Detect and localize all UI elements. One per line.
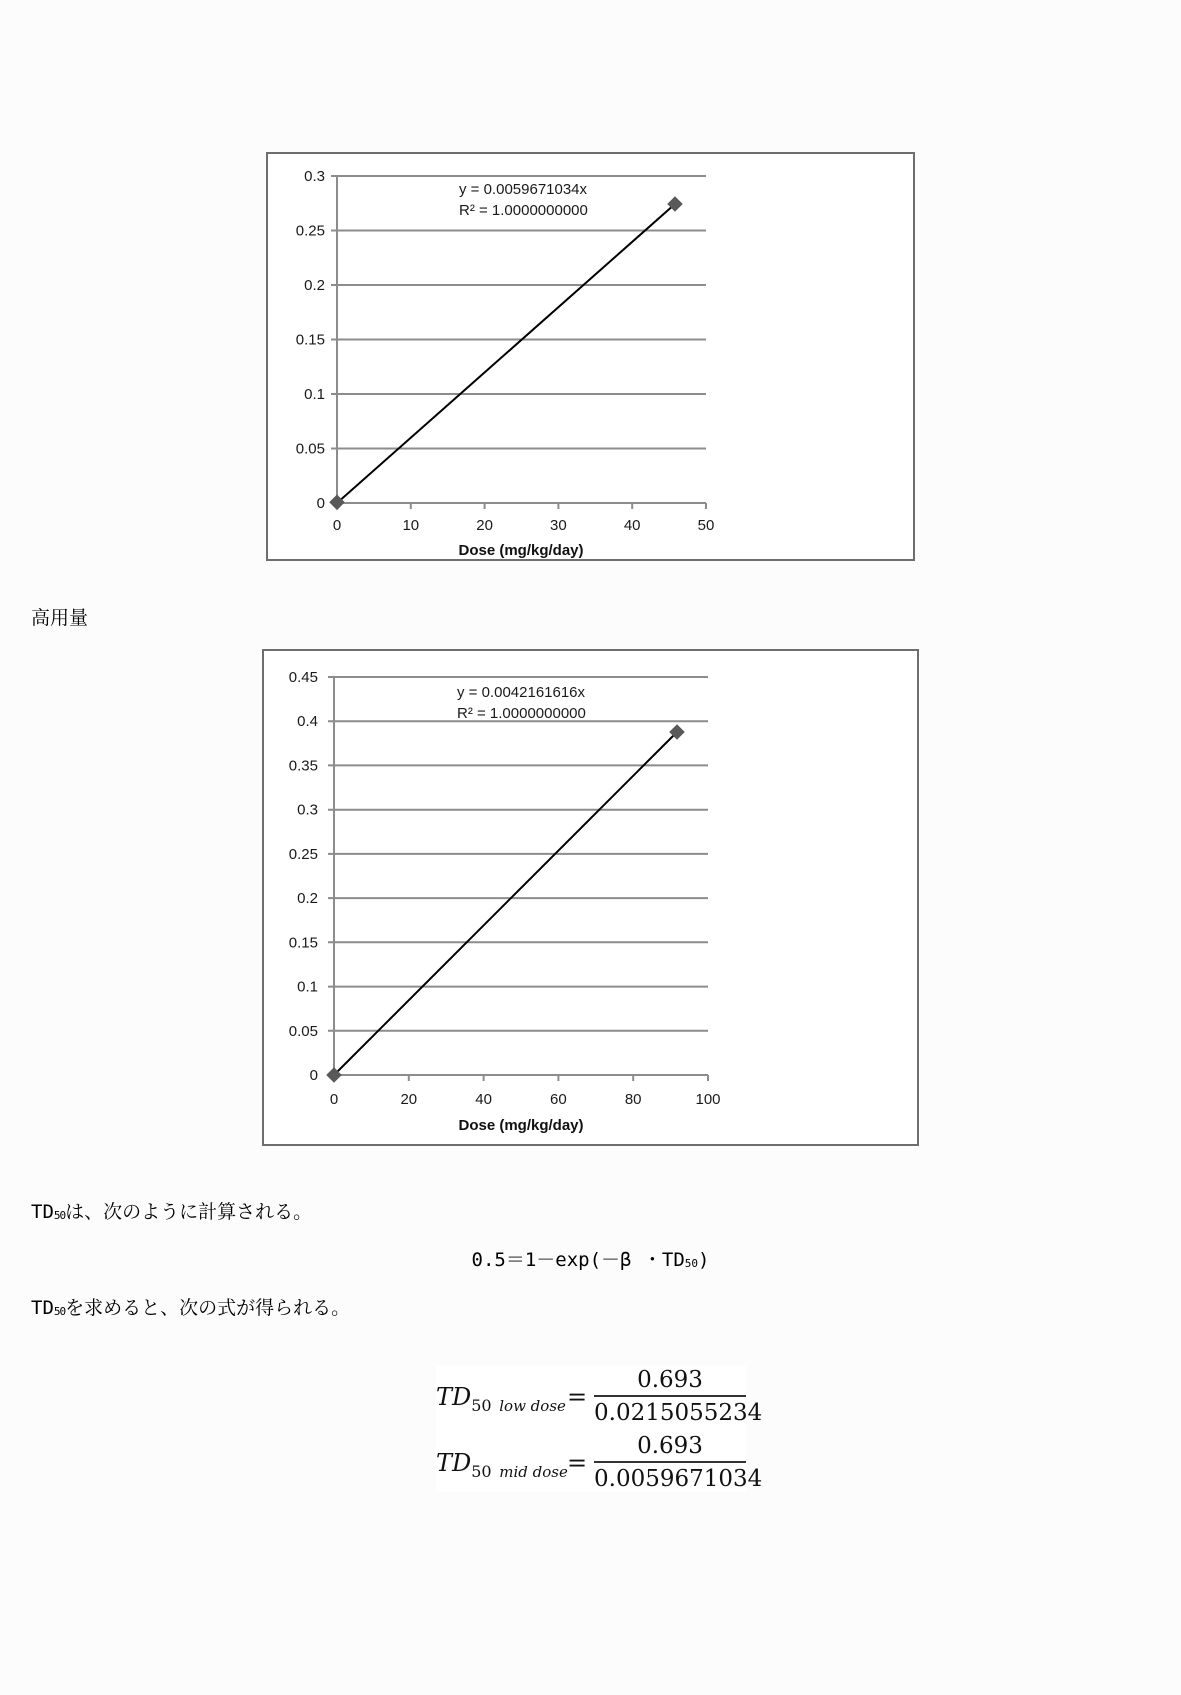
svg-text:80: 80 bbox=[624, 1091, 642, 1108]
td50-intro-rest: は、次のように計算される。 bbox=[65, 1201, 313, 1223]
denominator: 0.0059671034 bbox=[594, 1466, 763, 1492]
formula-mid-dose bbox=[436, 1432, 763, 1494]
fraction-bar bbox=[594, 1395, 746, 1397]
chart-mid-dose-plot bbox=[268, 154, 917, 563]
td-label: TD bbox=[31, 1297, 54, 1319]
equation-main: 0.5＝1－exp(－β ・TD bbox=[471, 1249, 685, 1271]
formula-lhs: $TD_{50}$ $_{mid dose}$ bbox=[436, 1449, 568, 1481]
svg-text:50: 50 bbox=[697, 517, 715, 534]
td50-formula-block bbox=[436, 1366, 763, 1492]
gridlines bbox=[328, 677, 708, 1075]
td-subscript: 50 bbox=[53, 1209, 66, 1222]
svg-text:0.2: 0.2 bbox=[297, 890, 318, 908]
x-tick-labels bbox=[330, 1091, 721, 1108]
formula-lhs: $TD_{50}$ $_{low dose}$ bbox=[436, 1383, 566, 1415]
svg-text:10: 10 bbox=[402, 517, 420, 534]
numerator: 0.693 bbox=[637, 1433, 703, 1459]
trendline-r-squared: R² = 1.0000000000 bbox=[457, 705, 586, 722]
equation-subscript: 50 bbox=[684, 1257, 699, 1270]
svg-text:0.1: 0.1 bbox=[297, 978, 318, 996]
svg-text:0: 0 bbox=[316, 495, 325, 512]
svg-text:0.45: 0.45 bbox=[288, 669, 318, 686]
y-tick-labels bbox=[289, 669, 318, 1084]
td50-equation bbox=[0, 1249, 1181, 1275]
svg-text:0.25: 0.25 bbox=[295, 222, 325, 240]
svg-text:0.1: 0.1 bbox=[304, 386, 325, 403]
chart-high-dose-plot bbox=[264, 651, 921, 1148]
svg-text:0.2: 0.2 bbox=[304, 277, 325, 294]
td50-solve-text bbox=[31, 1297, 350, 1323]
denominator: 0.0215055234 bbox=[594, 1400, 763, 1426]
fraction-bar bbox=[594, 1461, 746, 1463]
x-axis-title: Dose (mg/kg/day) bbox=[458, 1117, 584, 1134]
numerator: 0.693 bbox=[637, 1367, 703, 1393]
td-label: TD bbox=[31, 1201, 54, 1223]
svg-text:0.15: 0.15 bbox=[295, 331, 325, 349]
svg-text:0.3: 0.3 bbox=[304, 168, 325, 185]
equals-sign: = bbox=[567, 1383, 588, 1411]
formula-low-dose bbox=[436, 1366, 763, 1428]
fraction bbox=[594, 1432, 763, 1493]
svg-text:0.15: 0.15 bbox=[288, 934, 318, 952]
y-tick-labels bbox=[296, 168, 325, 512]
svg-text:0.4: 0.4 bbox=[297, 713, 318, 731]
trendline bbox=[334, 732, 677, 1075]
chart-mid-dose bbox=[266, 152, 915, 561]
x-axis-title: Dose (mg/kg/day) bbox=[458, 542, 584, 559]
svg-text:0: 0 bbox=[329, 1091, 339, 1108]
svg-text:0.3: 0.3 bbox=[297, 801, 318, 819]
trendline bbox=[337, 204, 675, 503]
trendline-r-squared: R² = 1.0000000000 bbox=[459, 202, 588, 219]
svg-text:30: 30 bbox=[550, 517, 567, 534]
equals-sign: = bbox=[567, 1449, 588, 1477]
high-dose-heading: 高用量 bbox=[31, 607, 89, 629]
equation-close: ) bbox=[698, 1249, 710, 1271]
svg-text:20: 20 bbox=[400, 1091, 418, 1108]
svg-text:0.25: 0.25 bbox=[288, 845, 318, 863]
chart-high-dose bbox=[262, 649, 919, 1146]
x-tick-labels bbox=[333, 517, 715, 534]
svg-text:0: 0 bbox=[332, 517, 342, 534]
fraction bbox=[594, 1366, 763, 1427]
trendline-equation: y = 0.0059671034x bbox=[459, 181, 588, 198]
trendline-equation: y = 0.0042161616x bbox=[457, 684, 586, 701]
svg-text:0.05: 0.05 bbox=[288, 1022, 318, 1040]
td-subscript: 50 bbox=[53, 1305, 66, 1318]
svg-text:20: 20 bbox=[476, 517, 493, 534]
td50-solve-rest: を求めると、次の式が得られる。 bbox=[65, 1297, 351, 1319]
svg-text:0.05: 0.05 bbox=[295, 440, 325, 458]
svg-text:100: 100 bbox=[695, 1091, 721, 1108]
svg-text:40: 40 bbox=[475, 1091, 492, 1108]
svg-text:0.35: 0.35 bbox=[288, 757, 318, 775]
svg-text:60: 60 bbox=[550, 1091, 567, 1108]
td50-intro-text bbox=[31, 1201, 312, 1227]
svg-text:0: 0 bbox=[309, 1067, 318, 1084]
data-point-marker bbox=[329, 495, 345, 511]
svg-text:40: 40 bbox=[623, 517, 641, 534]
